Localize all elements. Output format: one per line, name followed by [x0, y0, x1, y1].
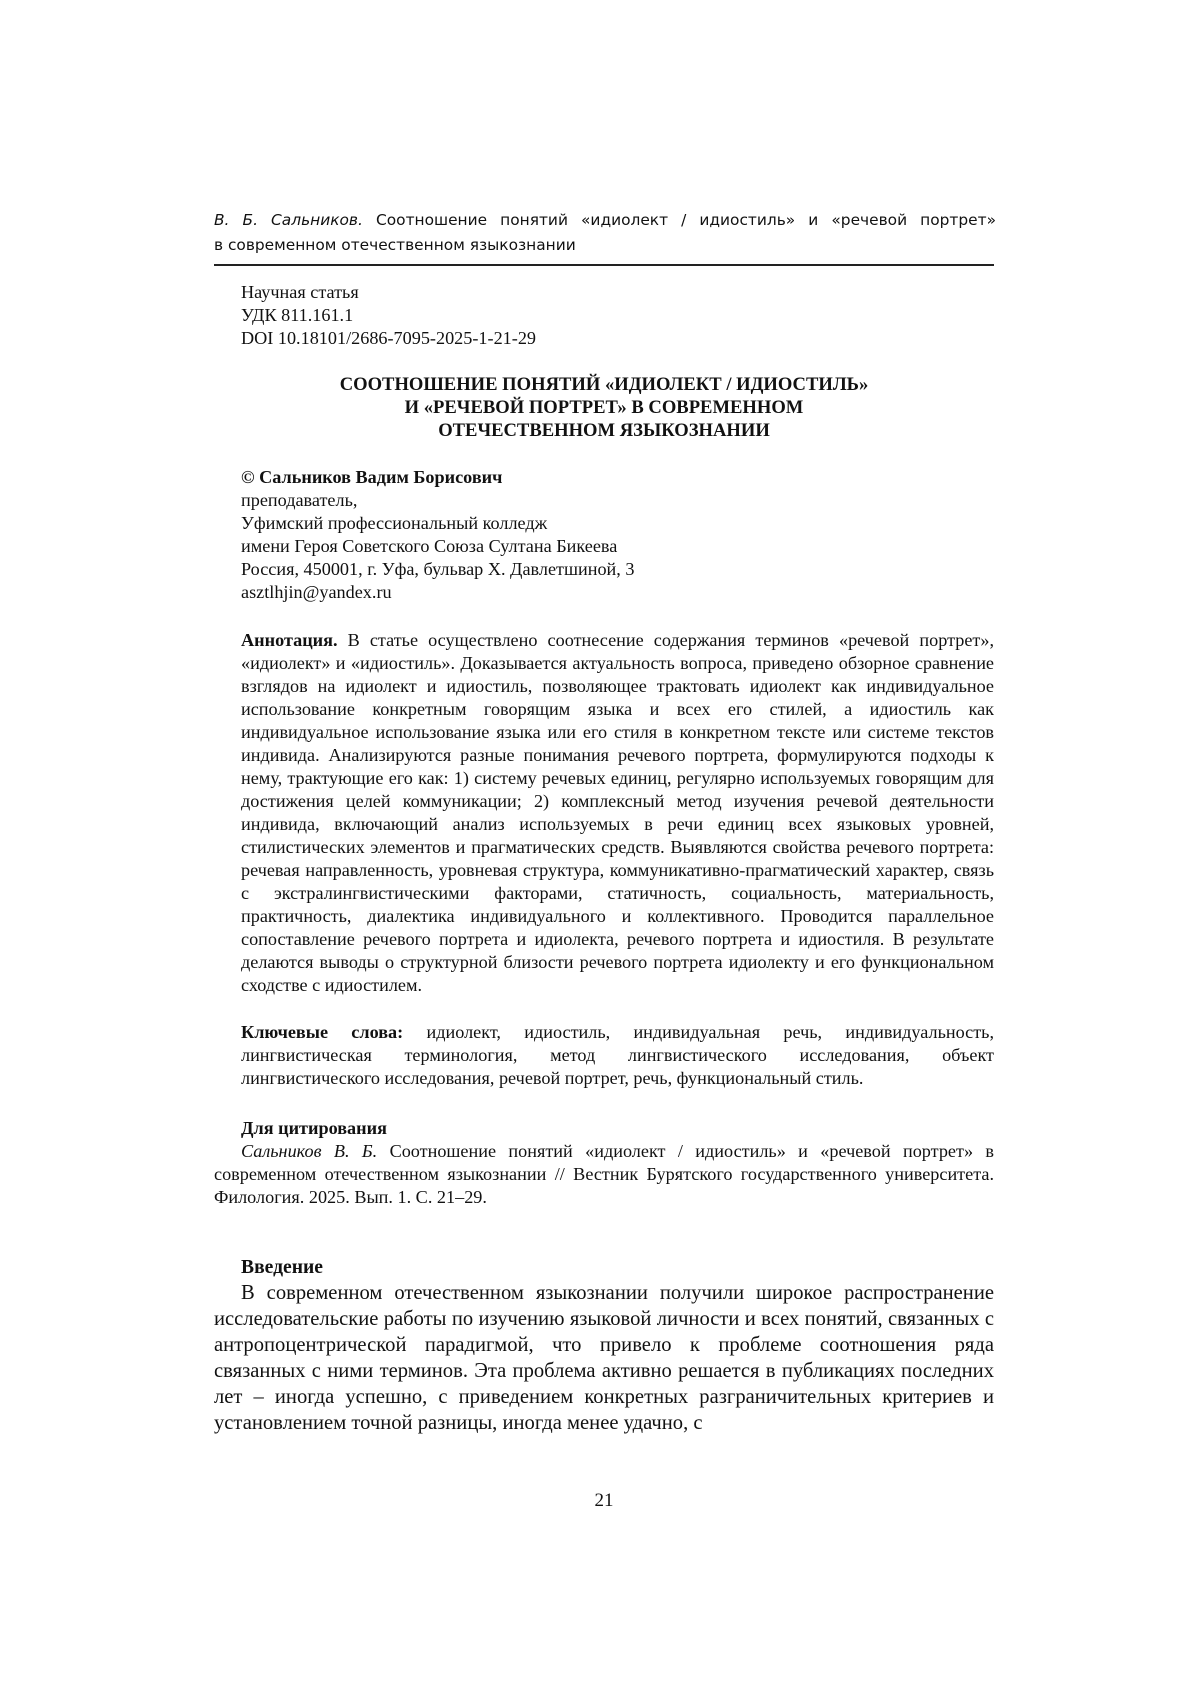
citation-author: Сальников В. Б. — [241, 1141, 378, 1161]
introduction-section — [214, 1255, 994, 1436]
keywords-text: идиолект, идиостиль, индивидуальная речь, индивидуальность, лингвистическая терминология, метод лингвистического исследования, объект лингвистического исследования, речевой портрет, речь, функциональный стиль. — [241, 1022, 995, 1088]
abstract-paragraph — [241, 629, 994, 997]
citation-block — [214, 1117, 994, 1209]
page-number: 21 — [594, 1490, 614, 1511]
introduction-heading: Введение — [241, 1257, 323, 1278]
article-title-line-2: И «РЕЧЕВОЙ ПОРТРЕТ» В СОВРЕМЕННОМ — [404, 397, 804, 418]
running-header-line-1 — [214, 208, 996, 233]
author-affiliation-line-2: имени Героя Советского Союза Султана Бикеева — [241, 536, 618, 556]
citation-heading: Для цитирования — [241, 1118, 387, 1138]
citation-paragraph — [214, 1140, 994, 1209]
abstract-label: Аннотация. — [241, 630, 338, 650]
udc-code: УДК 811.161.1 — [241, 305, 354, 325]
author-position: преподаватель, — [241, 490, 358, 510]
article-meta — [241, 281, 941, 350]
author-affiliation-line-1: Уфимский профессиональный колледж — [241, 513, 548, 533]
keywords — [241, 1021, 994, 1090]
article-title-line-1: СООТНОШЕНИЕ ПОНЯТИЙ «ИДИОЛЕКТ / ИДИОСТИЛЬ» — [339, 374, 869, 395]
abstract — [241, 629, 994, 997]
author-name: © Сальников Вадим Борисович — [241, 467, 503, 487]
doi: DOI 10.18101/2686-7095-2025-1-21-29 — [241, 328, 537, 348]
keywords-paragraph — [241, 1021, 994, 1090]
introduction-paragraph: В современном отечественном языкознании получили широкое распространение исследовательские работы по изучению языковой личности и всех понятий, связанных с антропоцентрической парадигмой, что привело к проблеме соотношения ряда связанных с ними терминов. Эта проблема активно решается в публикациях последних лет – иногда успешно, с приведением конкретных разграничительных критериев и установлением точной разницы, иногда менее удачно, с — [214, 1282, 994, 1434]
article-title-line-3: ОТЕЧЕСТВЕННОМ ЯЗЫКОЗНАНИИ — [438, 420, 770, 441]
running-header — [214, 208, 996, 258]
citation-text: Соотношение понятий «идиолект / идиостиль» и «речевой портрет» в современном отечественном языкознании // Вестник Бурятского государственного университета. Филология. 2025. Вып. 1. С. 21–29. — [214, 1141, 995, 1207]
author-email: asztlhjin@yandex.ru — [241, 582, 392, 602]
running-header-author: В. Б. Сальников. — [214, 211, 363, 229]
running-header-title-line-2: в современном отечественном языкознании — [214, 236, 576, 254]
article-title — [214, 373, 994, 442]
keywords-label: Ключевые слова: — [241, 1022, 404, 1042]
article-type: Научная статья — [241, 282, 359, 302]
running-header-title-line-1: Соотношение понятий «идиолект / идиостиль» и «речевой портрет» — [375, 211, 996, 229]
author-address: Россия, 450001, г. Уфа, бульвар Х. Давлетшиной, 3 — [241, 559, 635, 579]
header-divider — [214, 264, 994, 266]
author-info — [241, 466, 981, 604]
abstract-text: В статье осуществлено соотнесение содержания терминов «речевой портрет», «идиолект» и «идиостиль». Доказывается актуальность вопроса, приведено обзорное сравнение взглядов на идиолект и идиостиль, позволяющее трактовать идиолект как индивидуальное использование конкретным говорящим языка и всех его стилей, а идиостиль как индивидуальное использование языка или его стиля в конкретном тексте или системе текстов индивида. Анализируются разные понимания речевого портрета, формулируются подходы к нему, трактующие его как: 1) систему речевых единиц, регулярно используемых говорящим для достижения целей коммуникации; 2) комплексный метод изучения речевой деятельности индивида, включающий анализ используемых в речи единиц всех языковых уровней, стилистических элементов и прагматических средств. Выявляются свойства речевого портрета: речевая направленность, уровневая структура, коммуникативно-прагматический характер, связь с экстралингвистическими факторами, статичность, социальность, материальность, практичность, диалектика индивидуального и коллективного. Проводится параллельное сопоставление речевого портрета и идиолекта, речевого портрета и идиостиля. В результате делаются выводы о структурной близости речевого портрета идиолекту и его функциональном сходстве с идиостилем. — [241, 630, 994, 995]
